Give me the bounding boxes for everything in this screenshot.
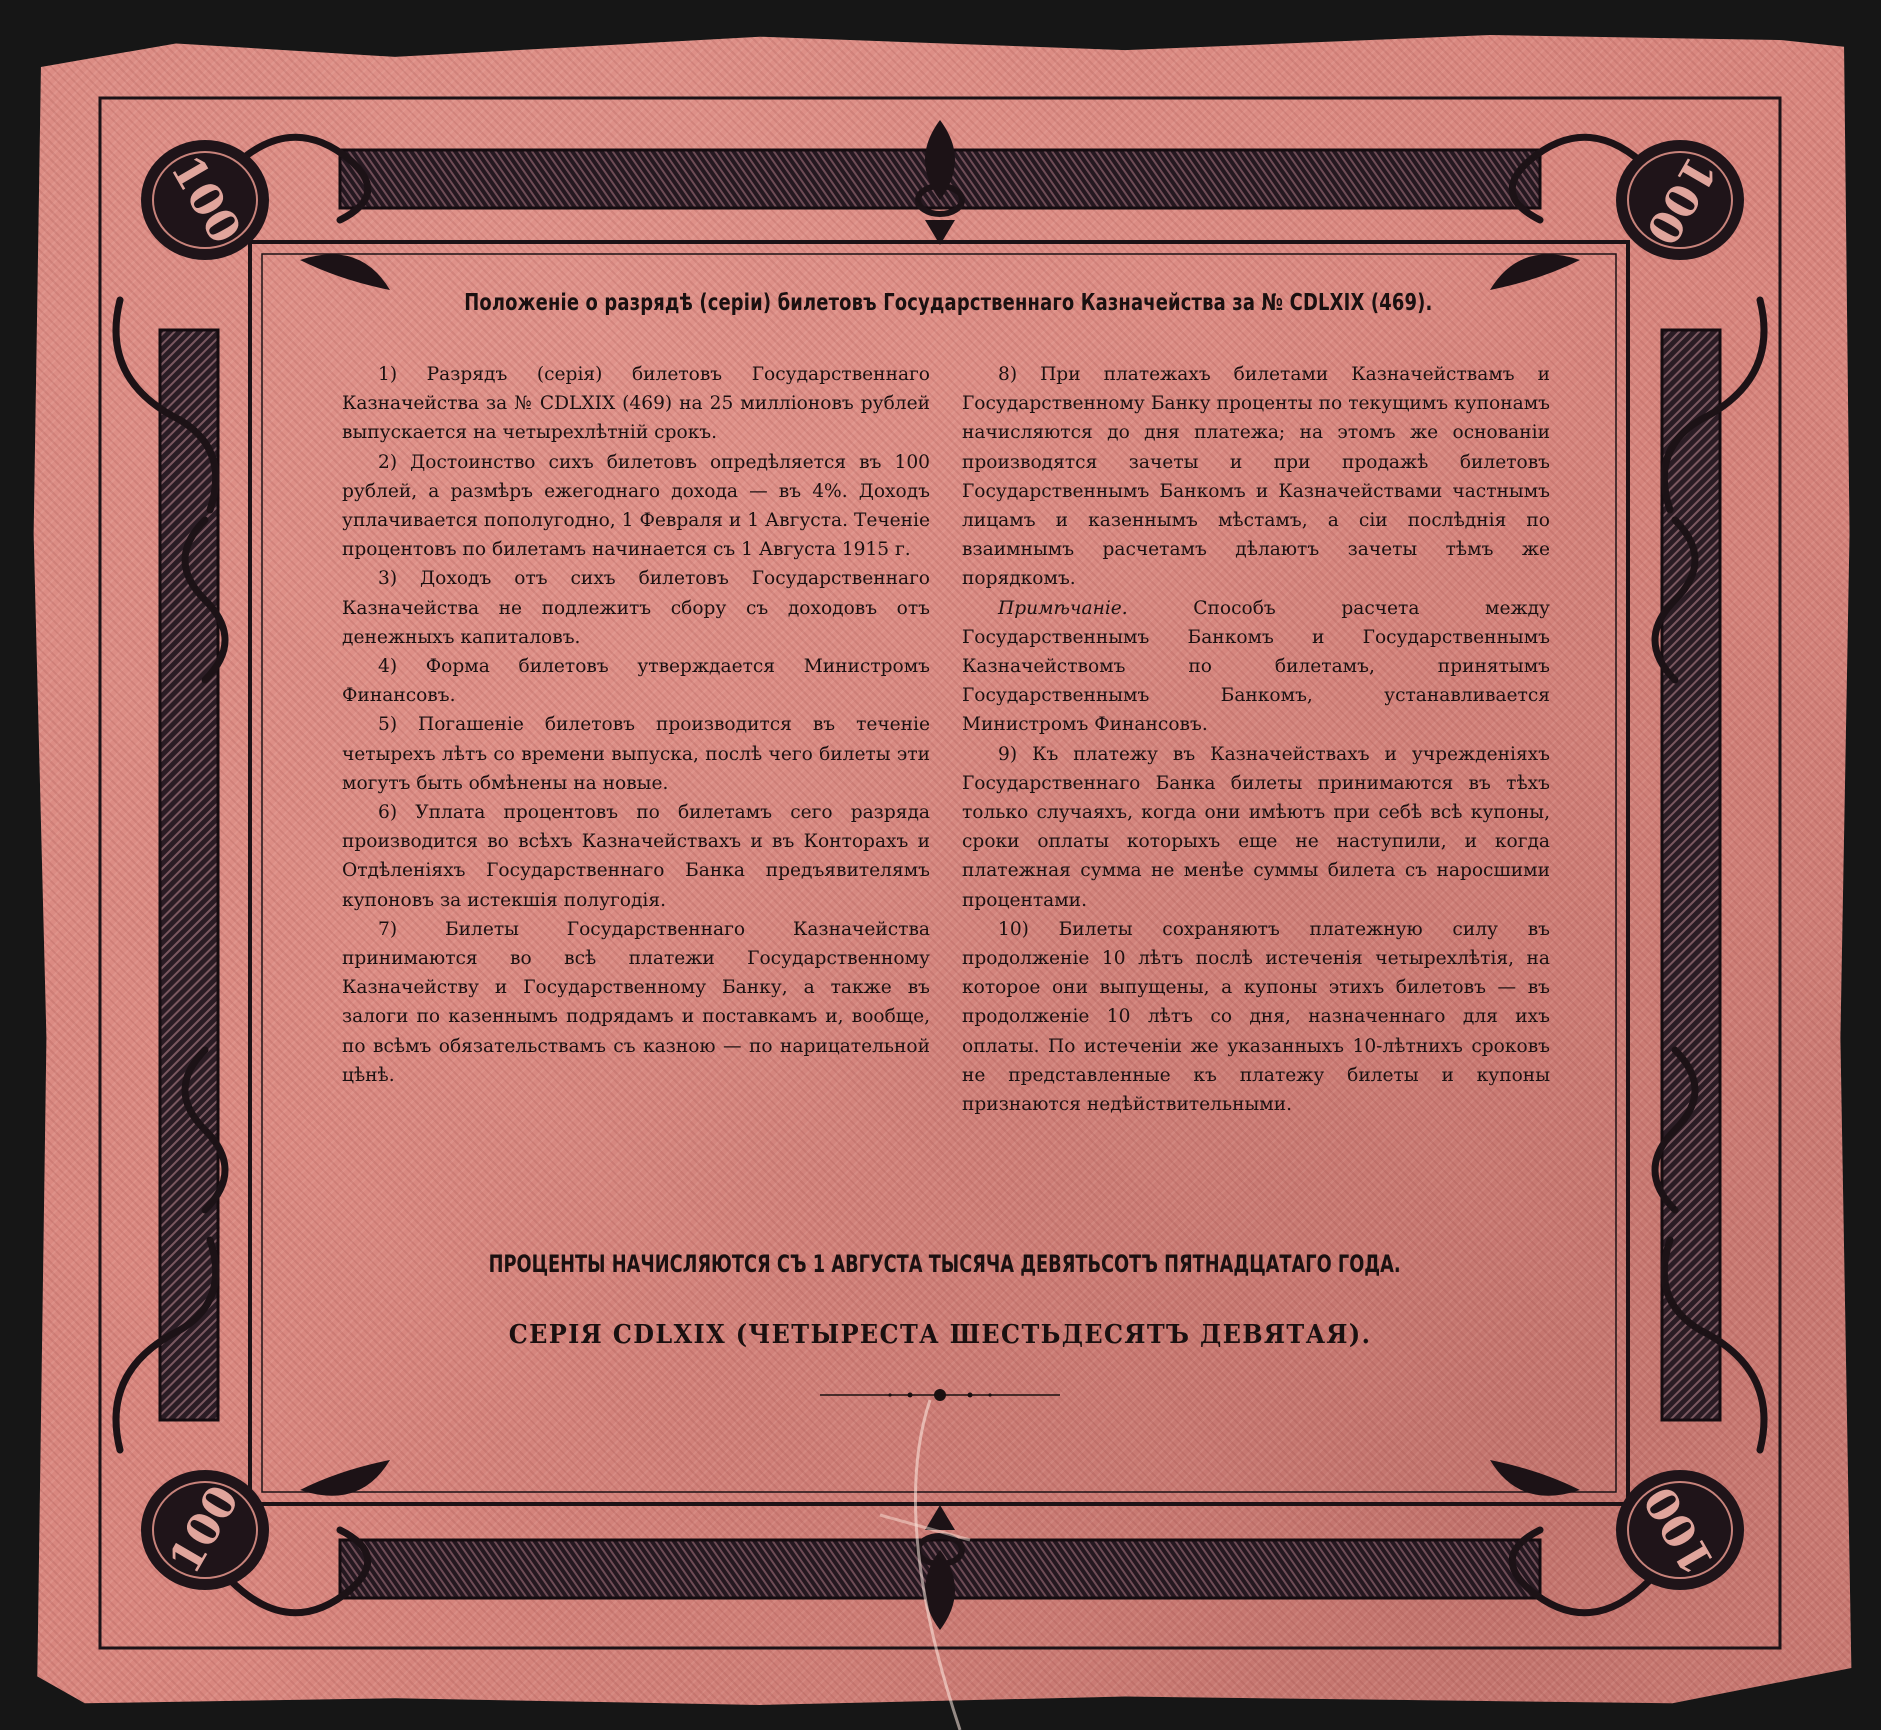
clause-5: 5) Погашенiе билетовъ производится въ теченiе четырехъ лѣтъ со времени выпуска, послѣ чего билеты эти могутъ быть обмѣнены на новые. <box>342 714 930 794</box>
divider-ornament <box>810 1380 1070 1410</box>
denomination-top-left: 100 <box>160 147 251 253</box>
clause-6: 6) Уплата процентовъ по билетамъ сего разряда производится во всѣхъ Казначействахъ и въ Конторахъ и Отдѣленiяхъ Государственнаго Банка предъявителямъ купоновъ за истекшiя полугодiя. <box>342 802 930 911</box>
interest-statement: ПРОЦЕНТЫ НАЧИСЛЯЮТСЯ СЪ 1 АВГУСТА ТЫСЯЧА ДЕВЯТЬСОТЪ ПЯТНАДЦАТАГО ГОДА. <box>488 1250 1401 1278</box>
clause-1: 1) Разрядъ (серiя) билетовъ Государственнаго Казначейства за № CDLXIX (469) на 25 миллiоновъ рублей выпускается на четырехлѣтнiй срокъ. <box>342 364 930 444</box>
right-column <box>962 360 1550 1119</box>
document-body <box>330 290 1550 1420</box>
clause-7: 7) Билеты Государственнаго Казначейства принимаются во всѣ платежи Государственному Казначейству и Государственному Банку, а также въ залоги по казеннымъ подрядамъ и поставкамъ и, вообще, по всѣмъ обязательствамъ съ казною — по нарицательной цѣнѣ. <box>342 918 930 1086</box>
denomination-bottom-left: 100 <box>159 1477 250 1583</box>
document-heading: Положенiе о разрядѣ (серiи) билетовъ Государственнаго Казначейства за № CDLXIX (469). <box>464 290 1433 316</box>
series-statement: СЕРIЯ CDLXIX (ЧЕТЫРЕСТА ШЕСТЬДЕСЯТЪ ДЕВЯТАЯ). <box>508 1320 1372 1350</box>
clause-10: 10) Билеты сохраняютъ платежную силу въ продолженiе 10 лѣтъ послѣ истеченiя четырехлѣтiя, на которое они выпущены, а купоны этихъ билетовъ — въ продолженiе 10 лѣтъ со дня, назначеннаго для ихъ оплаты. По истеченiи же указанныхъ 10-лѣтнихъ сроковъ не представленные къ платежу билеты и купоны признаются недѣйствительными. <box>962 918 1550 1116</box>
left-column <box>342 360 930 1090</box>
denomination-top-right: 100 <box>1635 147 1726 253</box>
left-band <box>160 330 218 1420</box>
corner-medallion-bottom-left <box>141 1470 269 1590</box>
corner-medallion-bottom-right <box>1616 1470 1744 1590</box>
corner-medallion-top-right <box>1616 140 1744 260</box>
clause-2: 2) Достоинство сихъ билетовъ опредѣляется въ 100 рублей, а размѣръ ежегоднаго дохода — въ 4%. Доходъ уплачивается пополугодно, 1 Февраля и 1 Августа. Теченiе процентовъ по билетамъ начинается съ 1 Августа 1915 г. <box>342 451 930 561</box>
clause-9: 9) Къ платежу въ Казначействахъ и учрежденiяхъ Государственнаго Банка билеты принимаются въ тѣхъ только случаяхъ, когда они имѣютъ при себѣ всѣ купоны, сроки оплаты которыхъ еще не наступили, и когда платежная сумма не менѣе суммы билета съ наросшими процентами. <box>962 743 1550 911</box>
note-clause: Примѣчанiе. Способъ расчета между Государственнымъ Банкомъ и Государственнымъ Казначействомъ по билетамъ, принятымъ Государственнымъ Банкомъ, устанавливается Министромъ Финансовъ. <box>962 597 1550 736</box>
clause-3: 3) Доходъ отъ сихъ билетовъ Государственнаго Казначейства не подлежитъ сбору съ доходовъ отъ денежныхъ капиталовъ. <box>342 568 930 648</box>
clause-8: 8) При платежахъ билетами Казначействамъ и Государственному Банку проценты по текущимъ купонамъ начисляются до дня платежа; на этомъ же основанiи производятся зачеты и при продажѣ билетовъ Государственнымъ Банкомъ и Казначействами частнымъ лицамъ и казеннымъ мѣстамъ, а сiи послѣднiя по взаимнымъ расчетамъ дѣлаютъ зачеты тѣмъ же порядкомъ. <box>962 364 1550 590</box>
denomination-bottom-right: 100 <box>1634 1477 1725 1583</box>
right-band <box>1662 330 1720 1420</box>
clause-4: 4) Форма билетовъ утверждается Министромъ Финансовъ. <box>342 656 930 707</box>
corner-medallion-top-left <box>141 140 269 260</box>
